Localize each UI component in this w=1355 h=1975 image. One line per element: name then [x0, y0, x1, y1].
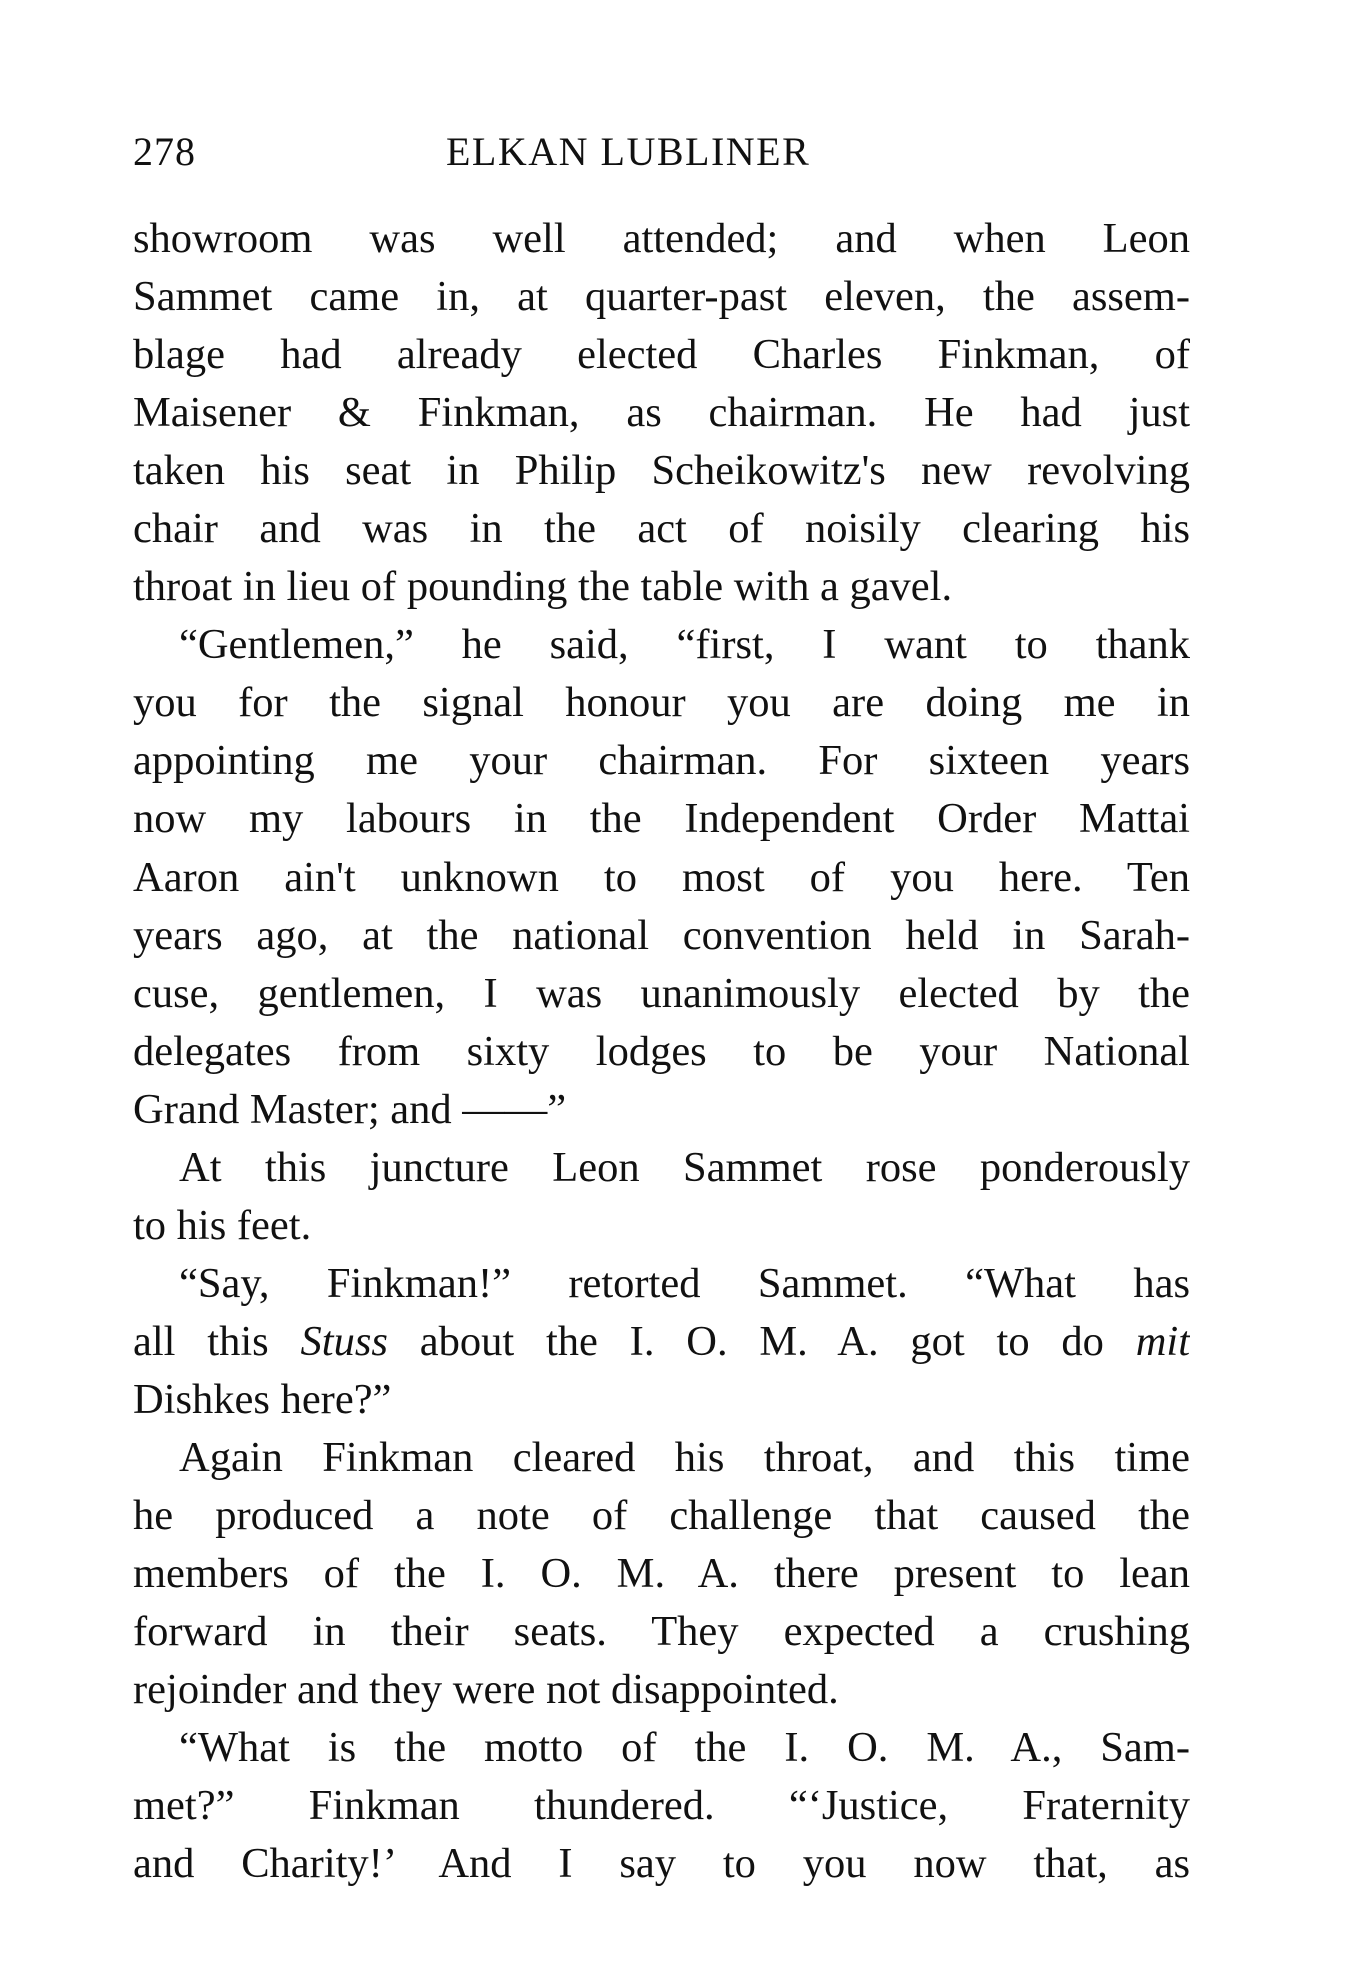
- running-title: ELKAN LUBLINER: [446, 129, 811, 174]
- text-line: members of the I. O. M. A. there present to lean: [133, 1550, 1190, 1598]
- text-line: forward in their seats. They expected a crushing: [133, 1608, 1190, 1656]
- page-number: 278: [133, 129, 196, 174]
- text-line: he produced a note of challenge that caused the: [133, 1492, 1190, 1540]
- text-line: blage had already elected Charles Finkman, of: [133, 331, 1190, 379]
- text-line: rejoinder and they were not disappointed.: [133, 1666, 839, 1714]
- text-line: showroom was well attended; and when Leon: [133, 215, 1190, 262]
- text-line: Maisener & Finkman, as chairman. He had just: [133, 389, 1190, 437]
- text-line: cuse, gentlemen, I was unanimously elected by the: [133, 969, 1190, 1017]
- body-text: [133, 210, 1190, 1893]
- text-line: taken his seat in Philip Scheikowitz's new revolving: [133, 447, 1190, 495]
- text-line: [133, 1313, 1190, 1371]
- text-line: “Gentlemen,” he said, “first, I want to thank: [179, 621, 1190, 669]
- text-line: appointing me your chairman. For sixteen years: [133, 737, 1190, 785]
- text-line: throat in lieu of pounding the table with a gavel.: [133, 563, 953, 611]
- text-line: Aaron ain't unknown to most of you here. Ten: [133, 853, 1190, 901]
- text-line: and Charity!’ And I say to you now that, as: [133, 1840, 1190, 1888]
- text-line: to his feet.: [133, 1201, 312, 1249]
- italic-word: mit: [1135, 1317, 1190, 1365]
- text-line: now my labours in the Independent Order Mattai: [133, 795, 1190, 843]
- text-line: Grand Master; and ——”: [133, 1085, 567, 1133]
- italic-word: Stuss: [300, 1317, 388, 1365]
- text-line: Sammet came in, at quarter-past eleven, the assem-: [133, 273, 1190, 321]
- text-line: years ago, at the national convention held in Sarah-: [133, 911, 1190, 959]
- text-line: At this juncture Leon Sammet rose ponderously: [179, 1143, 1190, 1191]
- text-line: Again Finkman cleared his throat, and this time: [179, 1433, 1190, 1481]
- text-run: all this: [133, 1317, 301, 1365]
- text-line: “Say, Finkman!” retorted Sammet. “What has: [179, 1259, 1190, 1307]
- page-header: [133, 128, 1193, 188]
- text-line: Dishkes here?”: [133, 1375, 392, 1423]
- text-run: about the I. O. M. A. got to do: [387, 1317, 1136, 1365]
- text-line: delegates from sixty lodges to be your National: [133, 1027, 1190, 1075]
- text-line: chair and was in the act of noisily clearing his: [133, 505, 1190, 553]
- text-line: “What is the motto of the I. O. M. A., Sam-: [179, 1724, 1190, 1772]
- text-line: you for the signal honour you are doing me in: [133, 679, 1190, 727]
- text-line: met?” Finkman thundered. “‘Justice, Fraternity: [133, 1782, 1190, 1830]
